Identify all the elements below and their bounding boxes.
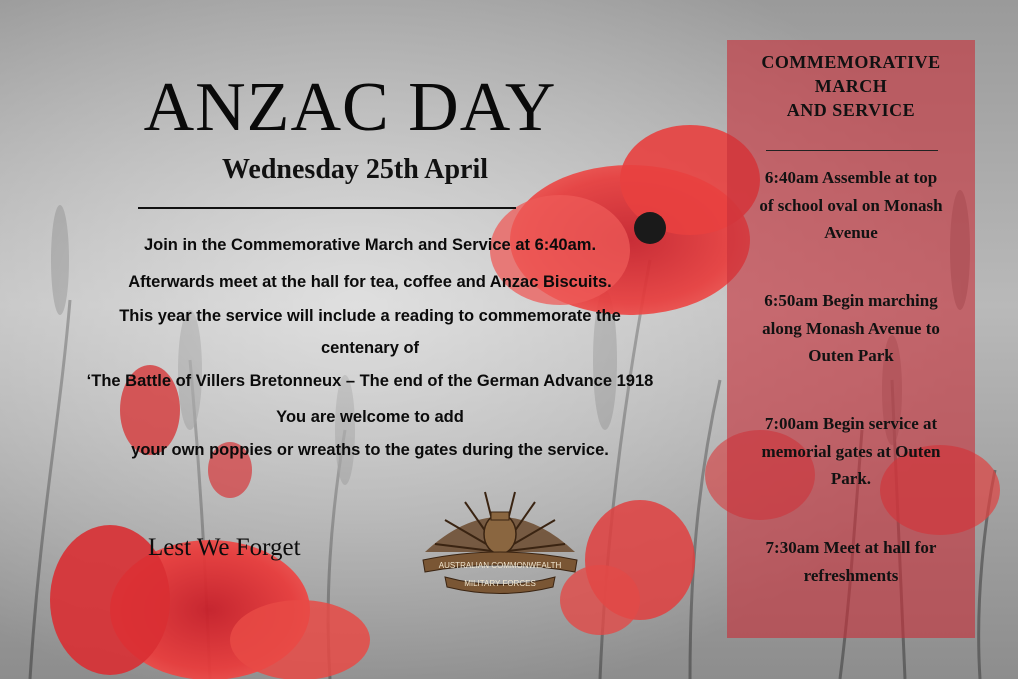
schedule-line: refreshments — [803, 565, 899, 585]
schedule-line: 7:30am Meet at hall for — [765, 538, 937, 557]
body-line-reading: This year the service will include a reading to commemorate the — [119, 307, 621, 325]
schedule-line: 6:50am Begin marching — [764, 291, 938, 310]
schedule-item-marching — [730, 287, 972, 370]
event-date: Wednesday 25th April — [221, 154, 489, 185]
body-line-march: Join in the Commemorative March and Service at 6:40am. — [143, 236, 597, 254]
body-line-welcome: You are welcome to add — [276, 408, 464, 426]
schedule-line: Avenue — [824, 223, 878, 242]
schedule-item-assemble — [730, 164, 972, 247]
panel-title — [727, 50, 975, 122]
lest-we-forget: Lest We Forget — [148, 534, 301, 561]
schedule-item-refreshments — [730, 534, 972, 589]
badge-ribbon-bottom: MILITARY FORCES — [464, 579, 536, 588]
badge-ribbon-top: AUSTRALIAN COMMONWEALTH — [438, 561, 562, 570]
panel-divider — [766, 150, 938, 151]
schedule-line: 6:40am Assemble at top — [764, 168, 938, 187]
panel-title-line-1: COMMEMORATIVE — [761, 52, 941, 72]
body-line-centenary: centenary of — [320, 339, 420, 357]
schedule-item-service — [730, 410, 972, 493]
title-divider — [138, 207, 516, 209]
panel-title-line-2: MARCH — [814, 76, 888, 96]
flyer-title: ANZAC DAY — [143, 69, 557, 146]
rising-sun-badge-icon — [415, 482, 585, 598]
schedule-line: memorial gates at Outen — [761, 441, 941, 461]
body-line-afterwards: Afterwards meet at the hall for tea, coffee and Anzac Biscuits. — [128, 273, 612, 291]
schedule-line: Outen Park — [808, 346, 894, 365]
schedule-line: Park. — [830, 469, 872, 488]
body-line-battle: ‘The Battle of Villers Bretonneux – The end of the German Advance 1918 — [86, 372, 654, 390]
schedule-line: 7:00am Begin service at — [764, 414, 938, 433]
schedule-line: along Monash Avenue to — [762, 318, 940, 338]
schedule-line: of school oval on Monash — [759, 195, 943, 215]
panel-title-line-3: AND SERVICE — [786, 100, 916, 120]
body-line-poppies: your own poppies or wreaths to the gates during the service. — [131, 441, 609, 459]
